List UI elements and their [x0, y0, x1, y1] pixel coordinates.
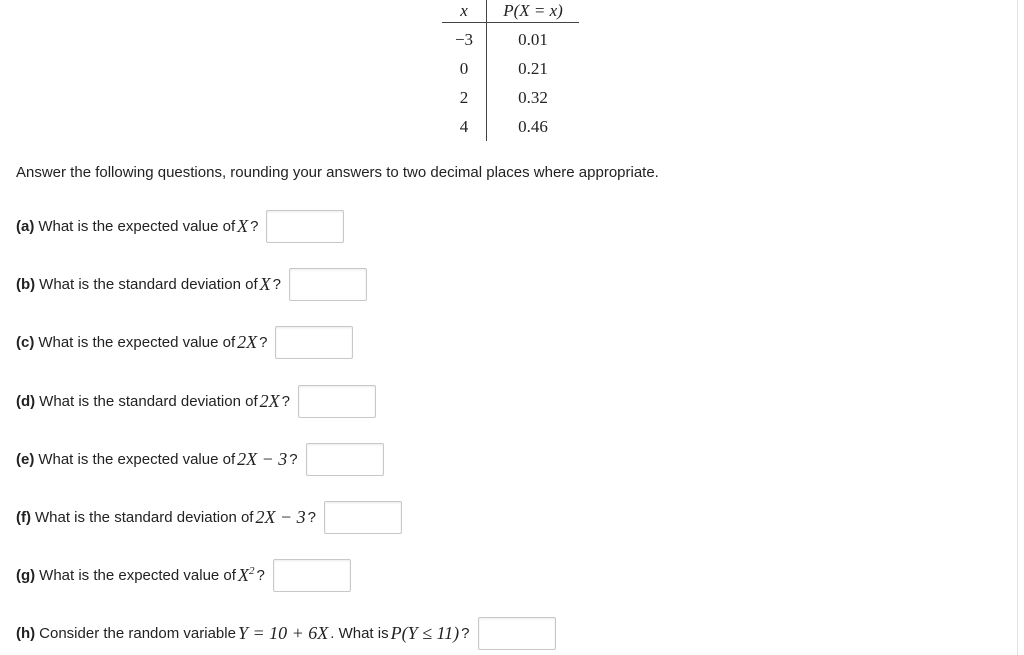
part-label: (d) — [16, 392, 36, 410]
answer-input-c[interactable] — [275, 326, 353, 359]
header-probability: P(X = x) — [487, 0, 580, 23]
question-e — [16, 441, 384, 477]
table-row — [442, 23, 579, 55]
question-text: What is the expected value of — [39, 566, 236, 584]
cell-probability: 0.46 — [518, 116, 548, 136]
part-label: (g) — [16, 566, 36, 584]
cell-x: 0 — [442, 54, 487, 83]
cell-probability: 0.21 — [518, 58, 548, 78]
part-label: (a) — [16, 217, 35, 235]
cell-probability: 0.01 — [518, 29, 548, 49]
question-text: What is the expected value of — [38, 217, 236, 235]
answer-input-g[interactable] — [273, 559, 351, 592]
question-mark: ? — [259, 333, 268, 351]
instructions-text: Answer the following questions, rounding your answers to two decimal places where appropriate. — [16, 164, 659, 181]
question-b — [16, 266, 367, 302]
answer-input-h[interactable] — [478, 617, 556, 650]
question-text: What is the standard deviation of — [39, 275, 258, 293]
question-f — [16, 499, 402, 535]
part-label: (c) — [16, 333, 35, 351]
answer-input-a[interactable] — [266, 210, 344, 243]
math-expression: X — [237, 215, 249, 236]
math-base: X — [237, 564, 249, 585]
question-mark: ? — [289, 450, 298, 468]
table-row — [442, 54, 579, 83]
part-label: (e) — [16, 450, 35, 468]
table-row — [442, 83, 579, 112]
math-expression: 2X − 3 — [255, 506, 306, 527]
question-a — [16, 208, 344, 244]
math-expression: X — [259, 273, 271, 294]
question-text: What is the expected value of — [38, 333, 236, 351]
answer-input-e[interactable] — [306, 443, 384, 476]
question-mark: ? — [281, 392, 290, 410]
math-expression: 2X — [259, 390, 280, 411]
question-text: What is the standard deviation of — [35, 508, 254, 526]
header-x: x — [442, 0, 487, 23]
math-expression-probability: P(Y ≤ 11) — [390, 622, 460, 643]
question-text: What is the expected value of — [38, 450, 236, 468]
answer-input-b[interactable] — [289, 268, 367, 301]
part-label: (f) — [16, 508, 31, 526]
math-exponent: 2 — [248, 564, 255, 577]
question-mark: ? — [461, 624, 470, 642]
question-d — [16, 383, 376, 419]
cell-x: −3 — [442, 23, 487, 55]
part-label: (h) — [16, 624, 36, 642]
answer-input-f[interactable] — [324, 501, 402, 534]
table-header-row — [442, 0, 579, 23]
table-row — [442, 112, 579, 141]
question-h — [16, 615, 556, 651]
math-expression: 2X − 3 — [237, 448, 288, 469]
question-mark: ? — [256, 566, 265, 584]
math-expression: 2X — [237, 331, 258, 352]
answer-input-d[interactable] — [298, 385, 376, 418]
cell-probability: 0.32 — [518, 87, 548, 107]
question-c — [16, 324, 353, 360]
question-text: What is the standard deviation of — [39, 392, 258, 410]
cell-x: 2 — [442, 83, 487, 112]
question-text: Consider the random variable — [39, 624, 236, 642]
part-label: (b) — [16, 275, 36, 293]
question-g — [16, 557, 351, 593]
question-mark: ? — [307, 508, 316, 526]
math-expression — [238, 565, 255, 586]
question-text-middle: . What is — [330, 624, 389, 642]
question-mark: ? — [250, 217, 259, 235]
question-mark: ? — [272, 275, 281, 293]
cell-x: 4 — [442, 112, 487, 141]
probability-table — [442, 0, 579, 141]
math-expression: Y = 10 + 6X — [237, 622, 329, 643]
